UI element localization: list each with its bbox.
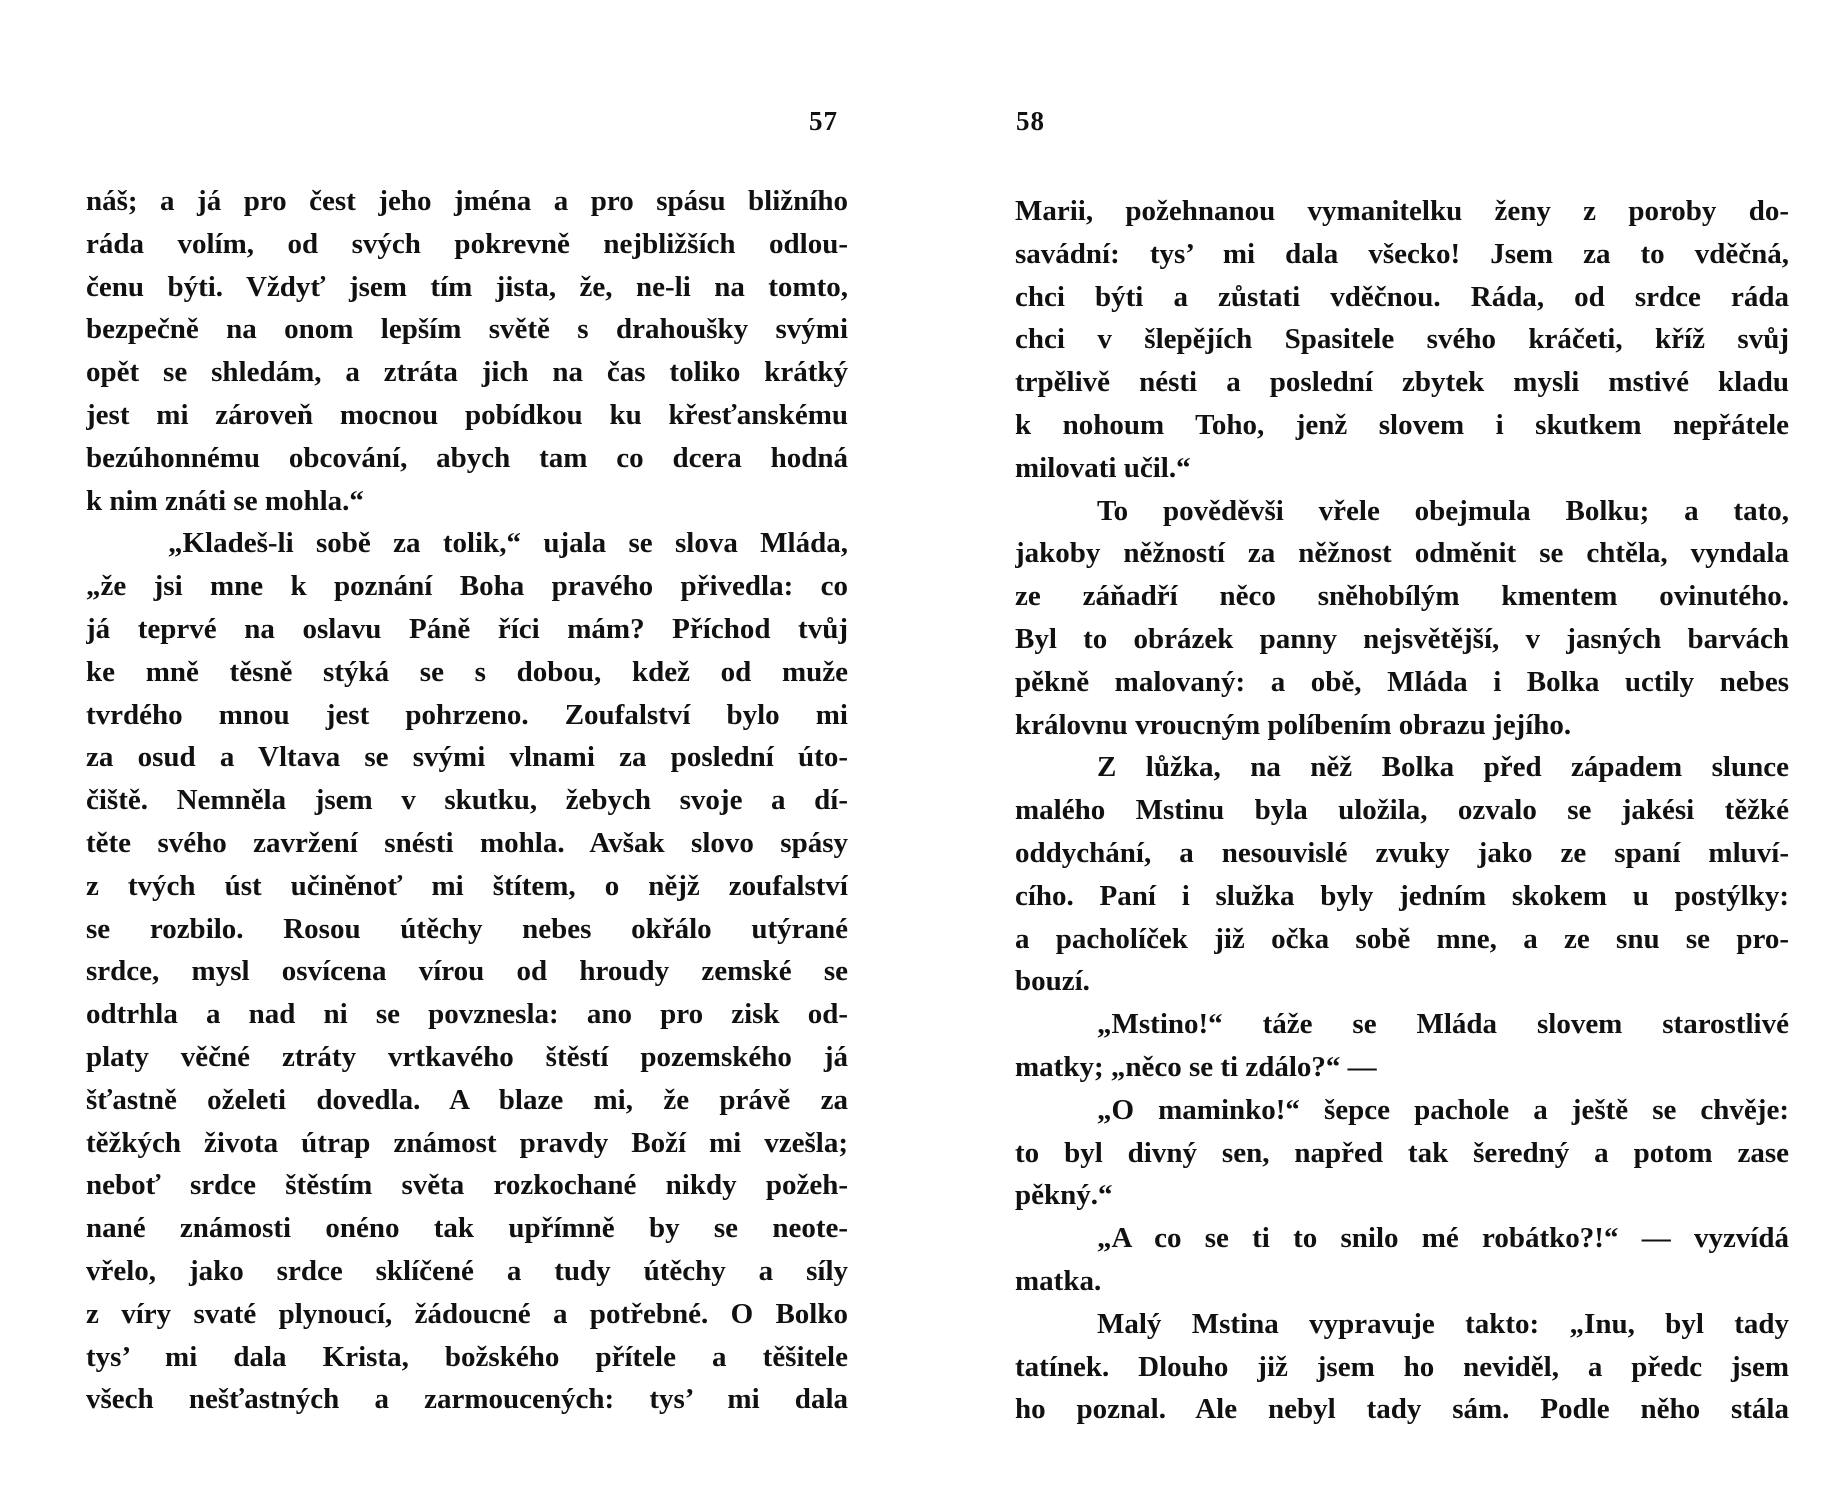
text-line: pěkně malovaný: a obě, Mláda i Bolka uctily nebes xyxy=(1015,665,1789,698)
text-line: trpělivě nésti a poslední zbytek mysli mstivé kladu xyxy=(1015,366,1789,399)
text-line: já teprvé na oslavu Páně říci mám? Příchod tvůj xyxy=(86,612,848,645)
text-line: cího. Paní i služka byly jedním skokem u postýlky: xyxy=(1015,879,1789,912)
text-line: nané známosti onéno tak upřímně by se neote- xyxy=(86,1212,848,1245)
text-line: platy věčné ztráty vrtkavého štěstí pozemského já xyxy=(86,1040,848,1073)
text-line: k nim znáti se mohla.“ xyxy=(86,484,364,517)
text-line: „A co se ti to snilo mé robátko?!“ — vyzvídá xyxy=(1097,1222,1789,1255)
right-page xyxy=(912,0,1824,1500)
text-line: milovati učil.“ xyxy=(1015,451,1191,484)
text-line: pěkný.“ xyxy=(1015,1179,1113,1212)
text-line: Marii, požehnanou vymanitelku ženy z poroby do- xyxy=(1015,195,1789,227)
text-line: savádní: tys’ mi dala všecko! Jsem za to vděčná, xyxy=(1015,237,1789,270)
text-line: tatínek. Dlouho již jsem ho neviděl, a předc jsem xyxy=(1015,1350,1789,1383)
text-line: matka. xyxy=(1015,1264,1102,1297)
left-page-text xyxy=(86,180,848,1421)
text-line: neboť srdce štěstím světa rozkochané nikdy požeh- xyxy=(86,1169,848,1202)
text-line: za osud a Vltava se svými vlnami za poslední úto- xyxy=(86,741,848,774)
text-line: „Kladeš-li sobě za tolik,“ ujala se slova Mláda, xyxy=(168,527,848,560)
text-line: těžkých života útrap známost pravdy Boží mi vzešla; xyxy=(86,1126,848,1159)
text-line: z tvých úst učiněnoť mi štítem, o nějž zoufalství xyxy=(86,869,848,902)
text-line: ráda volím, od svých pokrevně nejbližších odlou- xyxy=(86,227,848,260)
text-line: bouzí. xyxy=(1015,965,1090,998)
text-line: chci býti a zůstati vděčnou. Ráda, od srdce ráda xyxy=(1015,280,1789,313)
text-line: tvrdého mnou jest pohrzeno. Zoufalství bylo mi xyxy=(86,698,848,731)
text-line: Malý Mstina vypravuje takto: „Inu, byl tady xyxy=(1097,1307,1789,1340)
text-line: šťastně oželeti dovedla. A blaze mi, že právě za xyxy=(86,1083,848,1116)
text-line: opět se shledám, a ztráta jich na čas toliko krátký xyxy=(86,356,848,389)
text-line: náš; a já pro čest jeho jména a pro spásu bližního xyxy=(86,185,848,217)
text-line: ze záňadří něco sněhobílým kmentem ovinutého. xyxy=(1015,580,1789,613)
text-line: „O maminko!“ šepce pachole a ještě se chvěje: xyxy=(1097,1093,1789,1126)
text-line: ke mně těsně stýká se s dobou, kdež od muže xyxy=(86,655,848,688)
text-line: tys’ mi dala Krista, božského přítele a těšitele xyxy=(86,1340,848,1373)
text-line: čenu býti. Vždyť jsem tím jista, že, ne-li na tomto, xyxy=(86,270,848,303)
text-line: bezúhonnému obcování, abych tam co dcera hodná xyxy=(86,441,848,474)
text-line: jakoby něžností za něžnost odměnit se chtěla, vyndala xyxy=(1015,537,1789,570)
page-number-right: 58 xyxy=(1016,106,1045,136)
text-line: k nohoum Toho, jenž slovem i skutkem nepřátele xyxy=(1015,408,1789,441)
text-line: bezpečně na onom lepším světě s drahoušky svými xyxy=(86,313,848,346)
text-line: srdce, mysl osvícena vírou od hroudy zemské se xyxy=(86,955,848,988)
text-line: ho poznal. Ale nebyl tady sám. Podle něho stála xyxy=(1015,1393,1789,1426)
text-line: se rozbilo. Rosou útěchy nebes okřálo utýrané xyxy=(86,912,848,945)
page-number-left: 57 xyxy=(809,106,838,136)
text-line: vřelo, jako srdce sklíčené a tudy útěchy a síly xyxy=(86,1254,848,1287)
text-line: matky; „něco se ti zdálo?“ — xyxy=(1015,1050,1377,1083)
right-page-text xyxy=(1015,190,1789,1431)
text-line: to byl divný sen, napřed tak šeredný a potom zase xyxy=(1015,1136,1789,1169)
text-line: „že jsi mne k poznání Boha pravého přivedla: co xyxy=(86,570,848,603)
text-line: odtrhla a nad ni se povznesla: ano pro zisk od- xyxy=(86,998,848,1031)
text-line: malého Mstinu byla uložila, ozvalo se jakési těžké xyxy=(1015,794,1789,827)
text-line: Byl to obrázek panny nejsvětější, v jasných barvách xyxy=(1015,622,1789,655)
text-line: z víry svaté plynoucí, žádoucné a potřebné. O Bolko xyxy=(86,1297,848,1330)
text-line: chci v šlepějích Spasitele svého kráčeti, kříž svůj xyxy=(1015,323,1789,356)
text-line: oddychání, a nesouvislé zvuky jako ze spaní mluví- xyxy=(1015,836,1789,869)
text-line: všech nešťastných a zarmoucených: tys’ mi dala xyxy=(86,1383,848,1416)
text-line: To pověděvši vřele obejmula Bolku; a tato, xyxy=(1097,494,1789,527)
text-line: těte svého zavržení snésti mohla. Avšak slovo spásy xyxy=(86,826,848,859)
text-line: čiště. Nemněla jsem v skutku, žebych svoje a dí- xyxy=(86,784,848,817)
text-line: královnu vroucným políbením obrazu jejího. xyxy=(1015,708,1572,741)
text-line: „Mstino!“ táže se Mláda slovem starostlivé xyxy=(1097,1008,1789,1041)
text-line: jest mi zároveň mocnou pobídkou ku křesťanskému xyxy=(86,398,848,431)
text-line: Z lůžka, na něž Bolka před západem slunce xyxy=(1097,751,1789,784)
text-line: a pacholíček již očka sobě mne, a ze snu se pro- xyxy=(1015,922,1789,955)
